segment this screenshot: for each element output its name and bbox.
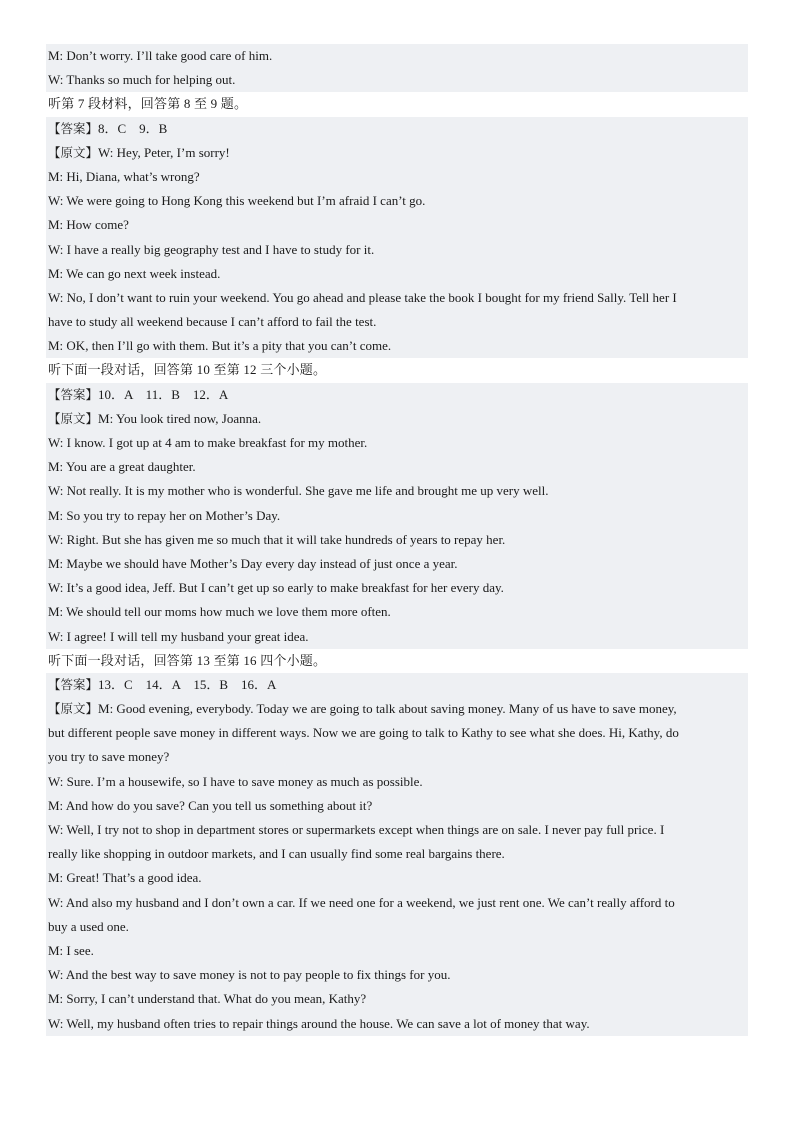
script-first-line — [46, 141, 748, 165]
dialogue-line: M: We can go next week instead. — [46, 262, 748, 286]
dialogue-line: W: I know. I got up at 4 am to make breakfast for my mother. — [46, 431, 748, 455]
dialogue-line: M: I see. — [46, 939, 748, 963]
dialogue-line: have to study all weekend because I can’t afford to fail the test. — [46, 310, 748, 334]
dialogue-line: M: And how do you save? Can you tell us something about it? — [46, 794, 748, 818]
dialogue-line: W: Not really. It is my mother who is wonderful. She gave me life and brought me up very well. — [46, 479, 748, 503]
dialogue-line: W: Sure. I’m a housewife, so I have to save money as much as possible. — [46, 770, 748, 794]
dialogue-line: M: Don’t worry. I’ll take good care of him. — [46, 44, 748, 68]
script-label: 【原文】 — [48, 410, 99, 426]
dialogue-line: W: I agree! I will tell my husband your great idea. — [46, 625, 748, 649]
answer-line — [46, 117, 748, 141]
dialogue-line: really like shopping in outdoor markets, and I can usually find some real bargains there. — [46, 842, 748, 866]
script-first-line — [46, 407, 748, 431]
dialogue-line: W: Thanks so much for helping out. — [46, 68, 748, 92]
script-text: M: You look tired now, Joanna. — [98, 410, 262, 426]
dialogue-line: M: OK, then I’ll go with them. But it’s a pity that you can’t come. — [46, 334, 748, 358]
script-text: M: Good evening, everybody. Today we are going to talk about saving money. Many of us have to save money, — [98, 701, 677, 717]
answer-label: 【答案】 — [48, 386, 99, 402]
script-label: 【原文】 — [48, 701, 99, 717]
answer-label: 【答案】 — [48, 676, 99, 692]
answer-line — [46, 383, 748, 407]
dialogue-line: M: We should tell our moms how much we love them more often. — [46, 600, 748, 624]
dialogue-line: W: We were going to Hong Kong this weekend but I’m afraid I can’t go. — [46, 189, 748, 213]
document-content — [46, 44, 748, 1036]
script-text: W: Hey, Peter, I’m sorry! — [98, 144, 230, 160]
dialogue-line: W: No, I don’t want to ruin your weekend. You go ahead and please take the book I bought for my friend Sally. Tell her I — [46, 286, 748, 310]
dialogue-line: M: Sorry, I can’t understand that. What do you mean, Kathy? — [46, 987, 748, 1011]
script-label: 【原文】 — [48, 144, 99, 160]
dialogue-line: M: You are a great daughter. — [46, 455, 748, 479]
dialogue-line: M: Great! That’s a good idea. — [46, 866, 748, 890]
script-first-line — [46, 697, 748, 721]
dialogue-line: M: How come? — [46, 213, 748, 237]
section-heading: 听第 7 段材料，回答第 8 至 9 题。 — [46, 92, 748, 116]
dialogue-line: M: So you try to repay her on Mother’s Day. — [46, 504, 748, 528]
section-heading: 听下面一段对话，回答第 13 至第 16 四个小题。 — [46, 649, 748, 673]
dialogue-line: W: Well, I try not to shop in department stores or supermarkets except when things are on sale. I never pay full price. I — [46, 818, 748, 842]
answer-values: 13．C 14．A 15．B 16．A — [98, 676, 277, 692]
dialogue-line: but different people save money in different ways. Now we are going to talk to Kathy to see what she does. Hi, Kathy, do — [46, 721, 748, 745]
answer-label: 【答案】 — [48, 120, 99, 136]
dialogue-line: W: Right. But she has given me so much that it will take hundreds of years to repay her. — [46, 528, 748, 552]
dialogue-line: W: I have a really big geography test and I have to study for it. — [46, 238, 748, 262]
dialogue-line: M: Maybe we should have Mother’s Day every day instead of just once a year. — [46, 552, 748, 576]
answer-line — [46, 673, 748, 697]
dialogue-line: you try to save money? — [46, 745, 748, 769]
answer-values: 8．C 9．B — [98, 120, 168, 136]
dialogue-line: buy a used one. — [46, 915, 748, 939]
dialogue-line: W: And the best way to save money is not to pay people to fix things for you. — [46, 963, 748, 987]
dialogue-line: M: Hi, Diana, what’s wrong? — [46, 165, 748, 189]
dialogue-line: W: Well, my husband often tries to repair things around the house. We can save a lot of money that way. — [46, 1012, 748, 1036]
dialogue-line: W: And also my husband and I don’t own a car. If we need one for a weekend, we just rent one. We can’t really afford to — [46, 891, 748, 915]
section-heading: 听下面一段对话，回答第 10 至第 12 三个小题。 — [46, 358, 748, 382]
answer-values: 10．A 11．B 12．A — [98, 386, 229, 402]
dialogue-line: W: It’s a good idea, Jeff. But I can’t get up so early to make breakfast for her every day. — [46, 576, 748, 600]
